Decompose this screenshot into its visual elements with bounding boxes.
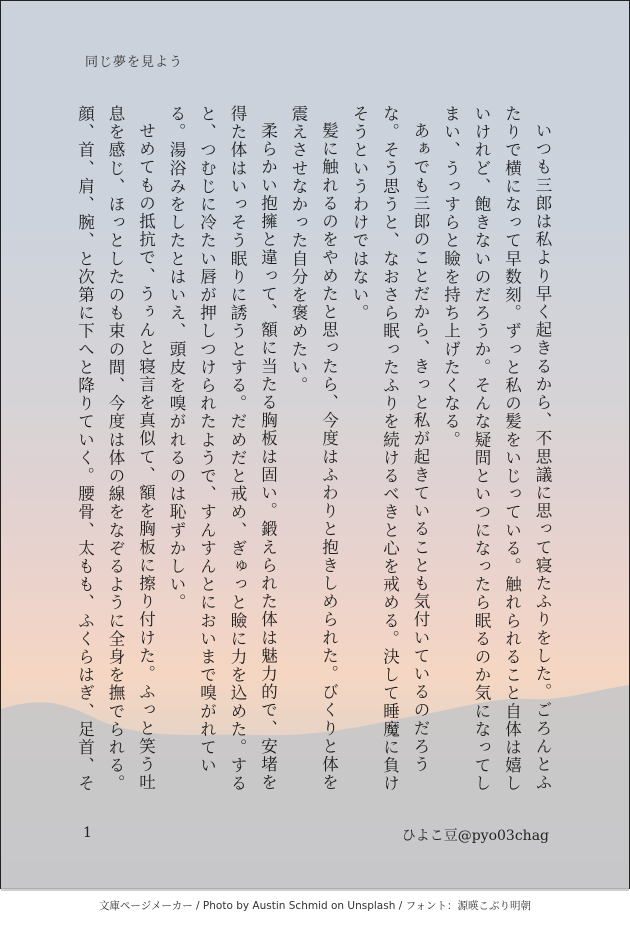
author-handle: ひよこ豆@pyo03chag (401, 828, 549, 844)
paragraph: 柔らかい抱擁と違って、額に当たる胸板は固い。鍛えられた体は魅力的で、安堵を得た体はいっそう眠りに誘うとする。だめだと戒め、ぎゅっと瞼に力を込めた。すると、つむじに冷たい唇が押しつけられたようで、すんすんとにおいまで嗅がれている。湯浴みをしたとはいえ、頭皮を嗅がれるのは恥ずかしい。 (167, 105, 278, 793)
paragraph: 髪に触れるのをやめたと思ったら、今度はふわりと抱きしめられた。びくりと体を震えさせなかった自分を褒めたい。 (289, 105, 339, 792)
novel-body-text (75, 105, 557, 805)
paragraph: いつも三郎は私より早く起きるから、不思議に思って寝たふりをした。ごろんとふたりで横になって早数刻。ずっと私の髪をいじっている。触れられること自体は嬉しいけれど、飽きないのだろうか。そんな疑問といつになったら眠るのか気になってしまい、うっすらと瞼を持ち上げたくなる。 (441, 105, 552, 793)
page-number: 1 (83, 825, 92, 841)
paragraph: せめてもの抵抗で、うぅんと寝言を真似て、額を胸板に擦り付けた。ふっと笑う吐息を感じ、ほっとしたのも束の間、今度は体の線をなぞるように全身を撫でられる。顔、首、肩、腕、と次第に下へと降りていく。腰骨、太もも、ふくらはぎ、足首、そ (75, 105, 156, 793)
credit-line: 文庫ページメーカー / Photo by Austin Schmid on Unsplash / フォント：源暎こぶり明朝 (98, 900, 532, 912)
paragraph: あぁでも三郎のことだから、きっと私が起きていることも気付いているのだろうな。そう思うと、なおさら眠ったふりを続けるべきと心を戒める。決して睡魔に負けそうというわけではない。 (350, 105, 430, 793)
page-title: 同じ夢を見よう (85, 55, 184, 70)
